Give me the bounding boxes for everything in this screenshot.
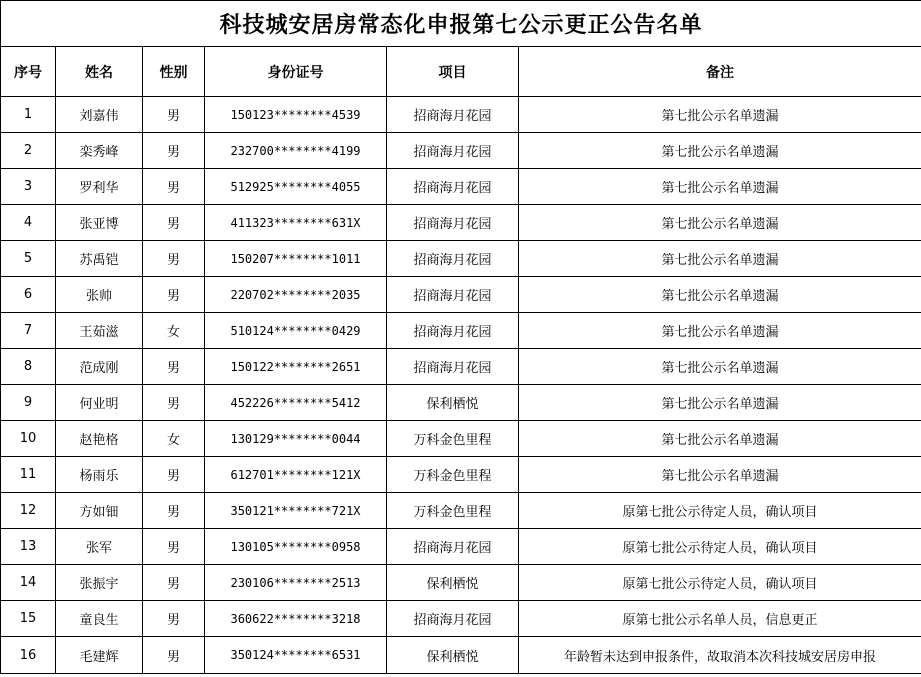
cell-seq: 3	[1, 169, 56, 205]
cell-gender: 男	[143, 133, 205, 169]
table-row	[1, 457, 921, 493]
cell-name: 刘嘉伟	[56, 97, 143, 133]
cell-project: 万科金色里程	[387, 421, 519, 457]
cell-gender: 男	[143, 385, 205, 421]
cell-id: 220702********2035	[205, 277, 387, 313]
cell-id: 130105********0958	[205, 529, 387, 565]
table-row	[1, 97, 921, 133]
table-row	[1, 205, 921, 241]
cell-seq: 15	[1, 601, 56, 637]
cell-gender: 男	[143, 493, 205, 529]
cell-gender: 男	[143, 205, 205, 241]
cell-remark: 原第七批公示待定人员，确认项目	[519, 493, 921, 529]
cell-seq: 12	[1, 493, 56, 529]
cell-seq: 14	[1, 565, 56, 601]
cell-gender: 男	[143, 349, 205, 385]
cell-project: 保利栖悦	[387, 637, 519, 674]
cell-project: 招商海月花园	[387, 529, 519, 565]
cell-project: 招商海月花园	[387, 349, 519, 385]
cell-remark: 第七批公示名单遗漏	[519, 205, 921, 241]
cell-gender: 女	[143, 421, 205, 457]
header-row	[1, 47, 921, 97]
cell-name: 童良生	[56, 601, 143, 637]
cell-gender: 男	[143, 241, 205, 277]
header-seq: 序号	[1, 47, 56, 97]
cell-id: 230106********2513	[205, 565, 387, 601]
cell-project: 招商海月花园	[387, 277, 519, 313]
cell-gender: 男	[143, 637, 205, 674]
header-gender: 性别	[143, 47, 205, 97]
table-row	[1, 313, 921, 349]
cell-gender: 男	[143, 529, 205, 565]
cell-remark: 第七批公示名单遗漏	[519, 457, 921, 493]
cell-seq: 1	[1, 97, 56, 133]
cell-gender: 男	[143, 565, 205, 601]
cell-seq: 4	[1, 205, 56, 241]
cell-name: 张振宇	[56, 565, 143, 601]
cell-name: 张军	[56, 529, 143, 565]
cell-project: 招商海月花园	[387, 313, 519, 349]
header-project: 项目	[387, 47, 519, 97]
header-remark: 备注	[519, 47, 921, 97]
cell-name: 杨雨乐	[56, 457, 143, 493]
cell-remark: 第七批公示名单遗漏	[519, 421, 921, 457]
cell-project: 招商海月花园	[387, 601, 519, 637]
cell-remark: 第七批公示名单遗漏	[519, 169, 921, 205]
cell-seq: 6	[1, 277, 56, 313]
table-row	[1, 493, 921, 529]
cell-seq: 13	[1, 529, 56, 565]
cell-seq: 10	[1, 421, 56, 457]
cell-id: 232700********4199	[205, 133, 387, 169]
document-title: 科技城安居房常态化申报第七公示更正公告名单	[1, 1, 921, 47]
cell-id: 150122********2651	[205, 349, 387, 385]
cell-remark: 原第七批公示待定人员，确认项目	[519, 529, 921, 565]
cell-remark: 第七批公示名单遗漏	[519, 349, 921, 385]
cell-seq: 8	[1, 349, 56, 385]
cell-project: 招商海月花园	[387, 169, 519, 205]
cell-id: 350121********721X	[205, 493, 387, 529]
title-row	[1, 1, 921, 47]
cell-gender: 男	[143, 601, 205, 637]
cell-remark: 第七批公示名单遗漏	[519, 385, 921, 421]
cell-remark: 年龄暂未达到申报条件，故取消本次科技城安居房申报	[519, 637, 921, 674]
cell-gender: 男	[143, 457, 205, 493]
cell-name: 范成刚	[56, 349, 143, 385]
table-body	[1, 97, 921, 674]
cell-id: 411323********631X	[205, 205, 387, 241]
table-row	[1, 637, 921, 674]
cell-seq: 9	[1, 385, 56, 421]
table-row	[1, 529, 921, 565]
cell-id: 452226********5412	[205, 385, 387, 421]
cell-project: 保利栖悦	[387, 565, 519, 601]
cell-id: 612701********121X	[205, 457, 387, 493]
header-id: 身份证号	[205, 47, 387, 97]
cell-seq: 11	[1, 457, 56, 493]
cell-seq: 2	[1, 133, 56, 169]
cell-name: 何业明	[56, 385, 143, 421]
table-row	[1, 277, 921, 313]
cell-name: 王茹滋	[56, 313, 143, 349]
cell-project: 招商海月花园	[387, 97, 519, 133]
cell-project: 保利栖悦	[387, 385, 519, 421]
cell-remark: 第七批公示名单遗漏	[519, 277, 921, 313]
cell-seq: 5	[1, 241, 56, 277]
cell-name: 张亚博	[56, 205, 143, 241]
cell-id: 150123********4539	[205, 97, 387, 133]
cell-name: 罗利华	[56, 169, 143, 205]
table-row	[1, 385, 921, 421]
cell-project: 招商海月花园	[387, 205, 519, 241]
header-name: 姓名	[56, 47, 143, 97]
cell-remark: 原第七批公示待定人员，确认项目	[519, 565, 921, 601]
cell-remark: 第七批公示名单遗漏	[519, 133, 921, 169]
cell-id: 130129********0044	[205, 421, 387, 457]
table-row	[1, 421, 921, 457]
cell-id: 510124********0429	[205, 313, 387, 349]
table-row	[1, 241, 921, 277]
cell-project: 万科金色里程	[387, 493, 519, 529]
table-row	[1, 565, 921, 601]
cell-project: 招商海月花园	[387, 133, 519, 169]
cell-remark: 第七批公示名单遗漏	[519, 97, 921, 133]
cell-remark: 第七批公示名单遗漏	[519, 241, 921, 277]
table-row	[1, 349, 921, 385]
cell-id: 350124********6531	[205, 637, 387, 674]
cell-seq: 16	[1, 637, 56, 674]
cell-gender: 男	[143, 277, 205, 313]
cell-name: 栾秀峰	[56, 133, 143, 169]
cell-name: 方如钿	[56, 493, 143, 529]
cell-name: 毛建辉	[56, 637, 143, 674]
cell-id: 150207********1011	[205, 241, 387, 277]
table-row	[1, 601, 921, 637]
table-row	[1, 169, 921, 205]
cell-gender: 男	[143, 97, 205, 133]
cell-name: 张帅	[56, 277, 143, 313]
cell-name: 赵艳格	[56, 421, 143, 457]
cell-gender: 女	[143, 313, 205, 349]
cell-remark: 原第七批公示名单人员，信息更正	[519, 601, 921, 637]
cell-project: 招商海月花园	[387, 241, 519, 277]
cell-project: 万科金色里程	[387, 457, 519, 493]
table-row	[1, 133, 921, 169]
cell-remark: 第七批公示名单遗漏	[519, 313, 921, 349]
cell-name: 苏禹铠	[56, 241, 143, 277]
cell-gender: 男	[143, 169, 205, 205]
cell-id: 360622********3218	[205, 601, 387, 637]
cell-seq: 7	[1, 313, 56, 349]
cell-id: 512925********4055	[205, 169, 387, 205]
